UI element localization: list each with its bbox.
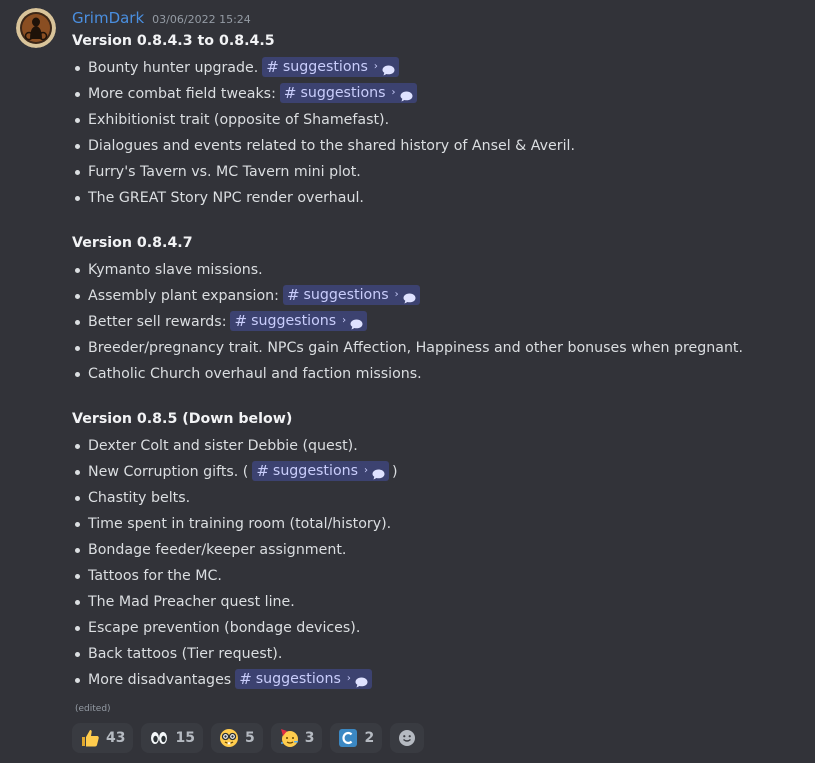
list-item-text: The GREAT Story NPC render overhaul.	[88, 190, 364, 206]
list-item	[72, 257, 805, 283]
list-item-text: Bounty hunter upgrade.	[88, 60, 259, 76]
list-item	[72, 309, 805, 335]
message-content	[72, 31, 805, 693]
list-item-text: Dialogues and events related to the shared history of Ansel & Averil.	[88, 138, 575, 154]
add-reaction-icon	[397, 728, 417, 748]
bullet-list	[72, 55, 805, 211]
list-item-text: Escape prevention (bondage devices).	[88, 620, 361, 636]
reaction-count: 43	[106, 730, 126, 746]
reaction-count: 5	[244, 730, 255, 746]
reaction-partying-face[interactable]	[271, 723, 323, 753]
list-item	[72, 361, 805, 387]
section-gap	[72, 211, 805, 233]
channel-mention-suggestions[interactable]	[252, 461, 389, 481]
thread-bubble-icon	[400, 88, 413, 99]
bullet-list	[72, 257, 805, 387]
message-header	[72, 9, 251, 27]
chevron-right-icon: ›	[364, 465, 369, 476]
channel-hash-icon: #	[239, 670, 252, 688]
chevron-right-icon: ›	[391, 87, 396, 98]
channel-mention-suggestions[interactable]	[262, 57, 399, 77]
thumbs-up-icon	[80, 728, 100, 748]
timestamp[interactable]: 03/06/2022 15:24	[152, 13, 251, 26]
nerd-face-icon	[219, 728, 239, 748]
list-item	[72, 185, 805, 211]
channel-name: suggestions	[300, 85, 386, 101]
chevron-right-icon: ›	[346, 673, 351, 684]
list-item	[72, 55, 805, 81]
channel-hash-icon: #	[266, 58, 279, 76]
c-letter-badge-icon	[338, 728, 358, 748]
list-item-text: Assembly plant expansion:	[88, 288, 279, 304]
thread-bubble-icon	[355, 674, 368, 685]
reaction-count: 15	[175, 730, 195, 746]
list-item-text: Exhibitionist trait (opposite of Shamefast).	[88, 112, 390, 128]
list-item-text: Back tattoos (Tier request).	[88, 646, 283, 662]
eyes-icon	[149, 728, 169, 748]
list-item	[72, 159, 805, 185]
list-item	[72, 433, 805, 459]
thread-bubble-icon	[382, 62, 395, 73]
reaction-c-letter-badge[interactable]	[330, 723, 382, 753]
list-item-suffix: )	[392, 464, 398, 480]
list-item-text: Bondage feeder/keeper assignment.	[88, 542, 347, 558]
channel-name: suggestions	[251, 313, 337, 329]
section-title: Version 0.8.4.7	[72, 235, 193, 251]
list-item	[72, 641, 805, 667]
list-item-text: Chastity belts.	[88, 490, 191, 506]
list-item	[72, 81, 805, 107]
bullet-list	[72, 433, 805, 693]
channel-hash-icon: #	[234, 312, 248, 330]
list-item	[72, 667, 805, 693]
list-item	[72, 283, 805, 309]
chevron-right-icon: ›	[394, 289, 399, 300]
reactions-bar	[72, 723, 424, 753]
channel-mention-suggestions[interactable]	[230, 311, 367, 331]
thread-bubble-icon	[350, 316, 363, 327]
list-item	[72, 589, 805, 615]
user-avatar[interactable]	[16, 8, 56, 48]
channel-mention-suggestions[interactable]	[283, 285, 420, 305]
channel-mention-suggestions[interactable]	[235, 669, 372, 689]
list-item	[72, 133, 805, 159]
chevron-right-icon: ›	[373, 61, 378, 72]
list-item	[72, 107, 805, 133]
reaction-count: 2	[364, 730, 375, 746]
channel-name: suggestions	[303, 287, 389, 303]
list-item-text: Kymanto slave missions.	[88, 262, 263, 278]
channel-name: suggestions	[272, 463, 359, 479]
list-item	[72, 511, 805, 537]
list-item	[72, 615, 805, 641]
list-item-text: Catholic Church overhaul and faction missions.	[88, 366, 422, 382]
reaction-count: 3	[304, 730, 315, 746]
list-item-text: Furry's Tavern vs. MC Tavern mini plot.	[88, 164, 361, 180]
list-item-text: Better sell rewards:	[88, 314, 227, 330]
username[interactable]: GrimDark	[72, 9, 145, 27]
add-reaction-button[interactable]	[390, 723, 424, 753]
channel-hash-icon: #	[286, 286, 300, 304]
list-item	[72, 563, 805, 589]
list-item-text: Breeder/pregnancy trait. NPCs gain Affection, Happiness and other bonuses when pregnant.	[88, 340, 744, 356]
edited-label: (edited)	[75, 704, 111, 714]
section-title: Version 0.8.5 (Down below)	[72, 411, 293, 427]
list-item	[72, 459, 805, 485]
list-item-text: More combat field tweaks:	[88, 86, 276, 102]
list-item-text: Time spent in training room (total/history).	[88, 516, 392, 532]
list-item	[72, 537, 805, 563]
list-item-text: More disadvantages	[88, 672, 232, 688]
list-item-text: Tattoos for the MC.	[88, 568, 222, 584]
thread-bubble-icon	[403, 290, 416, 301]
partying-face-icon	[279, 728, 299, 748]
channel-mention-suggestions[interactable]	[280, 83, 417, 103]
channel-name: suggestions	[255, 671, 341, 687]
list-item	[72, 335, 805, 361]
reaction-eyes[interactable]	[141, 723, 202, 753]
section-gap	[72, 387, 805, 409]
reaction-thumbs-up[interactable]	[72, 723, 133, 753]
section-title: Version 0.8.4.3 to 0.8.4.5	[72, 33, 275, 49]
thread-bubble-icon	[372, 466, 385, 477]
channel-hash-icon: #	[283, 84, 297, 102]
channel-name: suggestions	[282, 59, 368, 75]
list-item	[72, 485, 805, 511]
channel-hash-icon: #	[256, 462, 269, 480]
list-item-text: New Corruption gifts. (	[88, 464, 249, 480]
list-item-text: Dexter Colt and sister Debbie (quest).	[88, 438, 358, 454]
chevron-right-icon: ›	[342, 315, 347, 326]
list-item-text: The Mad Preacher quest line.	[88, 594, 295, 610]
reaction-nerd-face[interactable]	[211, 723, 263, 753]
